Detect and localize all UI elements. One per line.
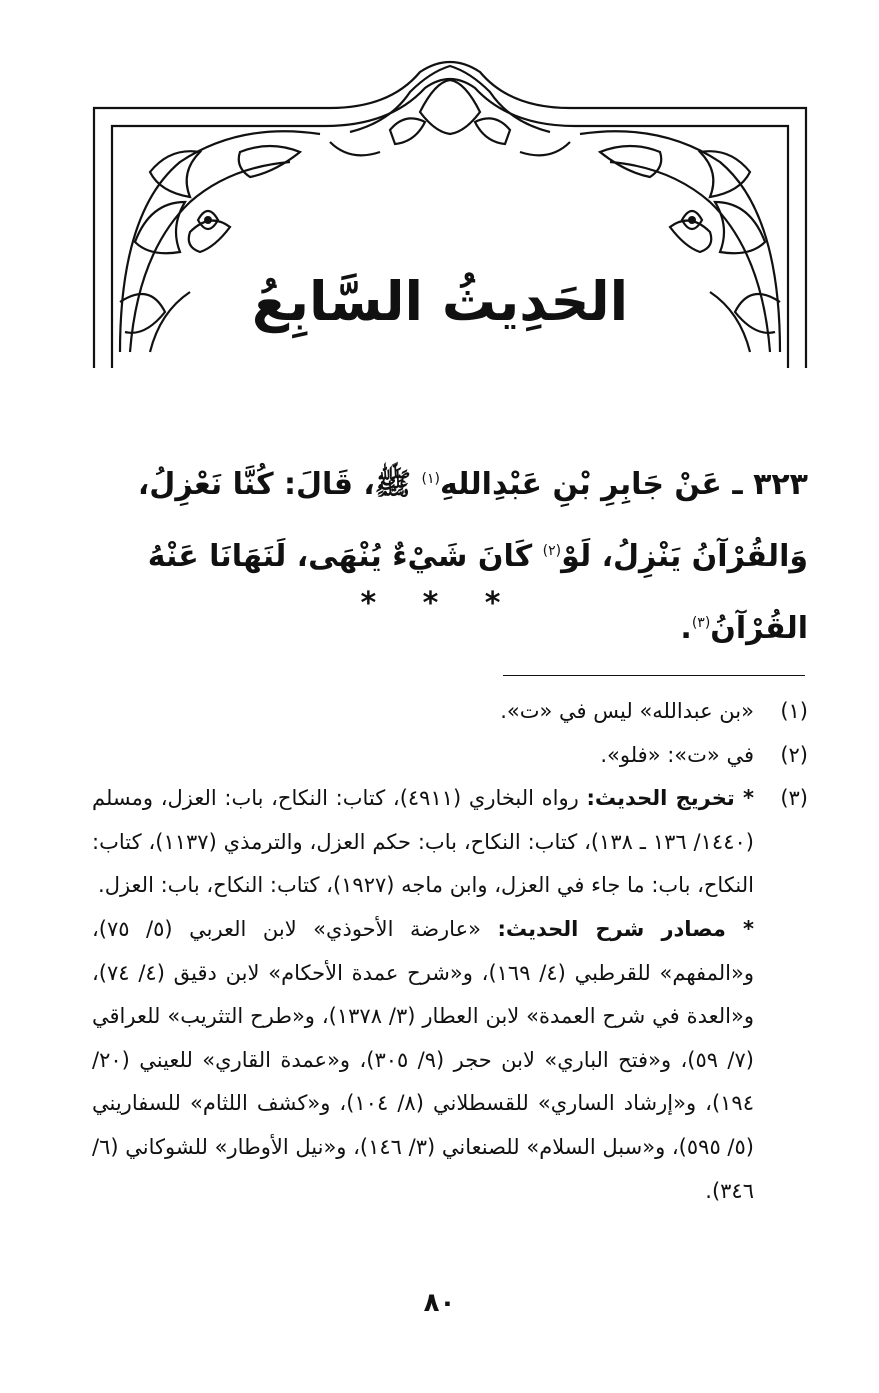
masadir-paragraph xyxy=(92,908,754,1213)
footnote-ref-3: (٣) xyxy=(691,615,711,631)
section-separator: * * * xyxy=(360,586,519,621)
masadir-text: «عارضة الأحوذي» لابن العربي (٥/ ٧٥)، و«المفهم» للقرطبي (٤/ ١٦٩)، و«شرح عمدة الأحكام» لابن دقيق (٤/ ٧٤)، و«العدة في شرح العمدة» لابن العطار (٣/ ١٣٧٨)، و«طرح التثريب» للعراقي (٧/ ٥٩)، و«فتح الباري» لابن حجر (٩/ ٣٠٥)، و«عمدة القاري» للعيني (٢٠/ ١٩٤)، و«إرشاد الساري» للقسطلاني (٨/ ١٠٤)، و«كشف اللثام» للسفاريني (٥/ ٥٩٥)، و«سبل السلام» للصنعاني (٣/ ١٤٦)، و«نيل الأوطار» للشوكاني (٦/ ٣٤٦). xyxy=(92,916,754,1203)
footnote-ref-2: (٢) xyxy=(542,543,562,559)
footnote-ref-1: (١) xyxy=(421,471,440,487)
takhrij-paragraph xyxy=(92,777,754,908)
footnote-number: (١) xyxy=(780,699,808,723)
hadith-part-2: ﷺ، قَالَ: كُنَّا نَعْزِلُ، وَالقُرْآنُ يَنْزِلُ، لَوْ xyxy=(137,467,808,574)
footnote-text xyxy=(92,777,754,1213)
hadith-part-3: كَانَ شَيْءٌ يُنْهَى، لَنَهَانَا عَنْهُ القُرْآنُ xyxy=(147,539,808,646)
chapter-title: الحَدِيثُ السَّابِعُ xyxy=(251,270,629,333)
hadith-text xyxy=(78,446,808,662)
hadith-part-1: ٣٢٣ ـ عَنْ جَابِرِ بْنِ عَبْدِاللهِ xyxy=(439,467,808,502)
footnote-item xyxy=(92,690,808,734)
footnote-item xyxy=(92,734,808,778)
masadir-label: * مصادر شرح الحديث: xyxy=(497,916,754,941)
page-number: ٨٠ xyxy=(423,1288,456,1318)
footnote-text: في «ت»: «فلو». xyxy=(600,742,754,767)
footnote-item xyxy=(92,777,808,1213)
footnote-number: (٣) xyxy=(780,786,808,811)
takhrij-text: رواه البخاري (٤٩١١)، كتاب: النكاح، باب: العزل، ومسلم (١٤٤٠/ ١٣٦ ـ ١٣٨)، كتاب: النكاح، باب: حكم العزل، والترمذي (١١٣٧)، كتاب: النكاح، باب: ما جاء في العزل، وابن ماجه (١٩٢٧)، كتاب: النكاح، باب: العزل. xyxy=(92,786,754,898)
footnote-text: «بن عبدالله» ليس في «ت». xyxy=(500,699,754,723)
takhrij-label: * تخريج الحديث: xyxy=(586,786,755,811)
footnote-divider xyxy=(503,675,805,676)
footnotes xyxy=(92,690,808,1213)
hadith-part-4: . xyxy=(680,611,692,646)
footnote-number: (٢) xyxy=(780,742,808,767)
